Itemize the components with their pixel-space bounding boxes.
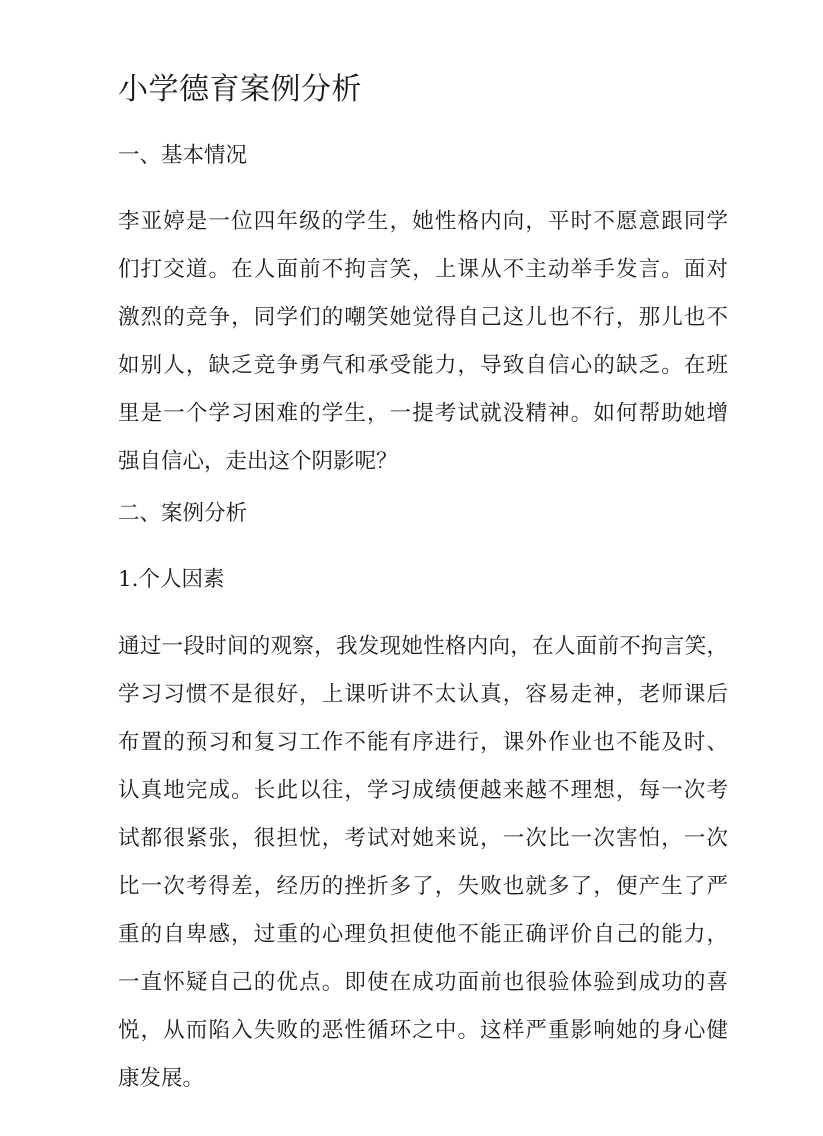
subsection-heading-personal-factors: 1.个人因素 — [118, 567, 225, 592]
paragraph-line: 强自信心，走出这个阴影呢？ — [118, 449, 398, 474]
paragraph-line: 激烈的竞争，同学们的嘲笑她觉得自己这儿也不行，那儿也不 — [118, 305, 728, 330]
paragraph-line: 布置的预习和复习工作不能有序进行，课外作业也不能及时、 — [118, 730, 728, 755]
paragraph-line: 里是一个学习困难的学生，一提考试就没精神。如何帮助她增 — [118, 401, 728, 426]
paragraph-line: 们打交道。在人面前不拘言笑，上课从不主动举手发言。面对 — [118, 257, 728, 282]
paragraph-line: 如别人，缺乏竞争勇气和承受能力，导致自信心的缺乏。在班 — [118, 353, 728, 378]
paragraph-basic-info — [118, 198, 728, 486]
paragraph-line: 一直怀疑自己的优点。即使在成功面前也很验体验到成功的喜 — [118, 970, 728, 995]
paragraph-line: 认真地完成。长此以往，学习成绩便越来越不理想，每一次考 — [118, 778, 728, 803]
paragraph-personal-factors — [118, 623, 728, 1103]
section-heading-case-analysis: 二、案例分析 — [118, 501, 248, 526]
paragraph-line: 李亚婷是一位四年级的学生，她性格内向，平时不愿意跟同学 — [118, 209, 728, 234]
paragraph-line: 康发展。 — [118, 1066, 205, 1091]
paragraph-line: 重的自卑感，过重的心理负担使他不能正确评价自己的能力， — [118, 922, 728, 947]
paragraph-line: 通过一段时间的观察，我发现她性格内向，在人面前不拘言笑， — [118, 634, 728, 659]
document-title: 小学德育案例分析 — [118, 72, 362, 107]
paragraph-line: 比一次考得差，经历的挫折多了，失败也就多了，便产生了严 — [118, 874, 728, 899]
section-heading-basic-info: 一、基本情况 — [118, 143, 248, 168]
paragraph-line: 悦，从而陷入失败的恶性循环之中。这样严重影响她的身心健 — [118, 1018, 728, 1043]
paragraph-line: 试都很紧张，很担忧，考试对她来说，一次比一次害怕，一次 — [118, 826, 728, 851]
paragraph-line: 学习习惯不是很好，上课听讲不太认真，容易走神，老师课后 — [118, 682, 728, 707]
